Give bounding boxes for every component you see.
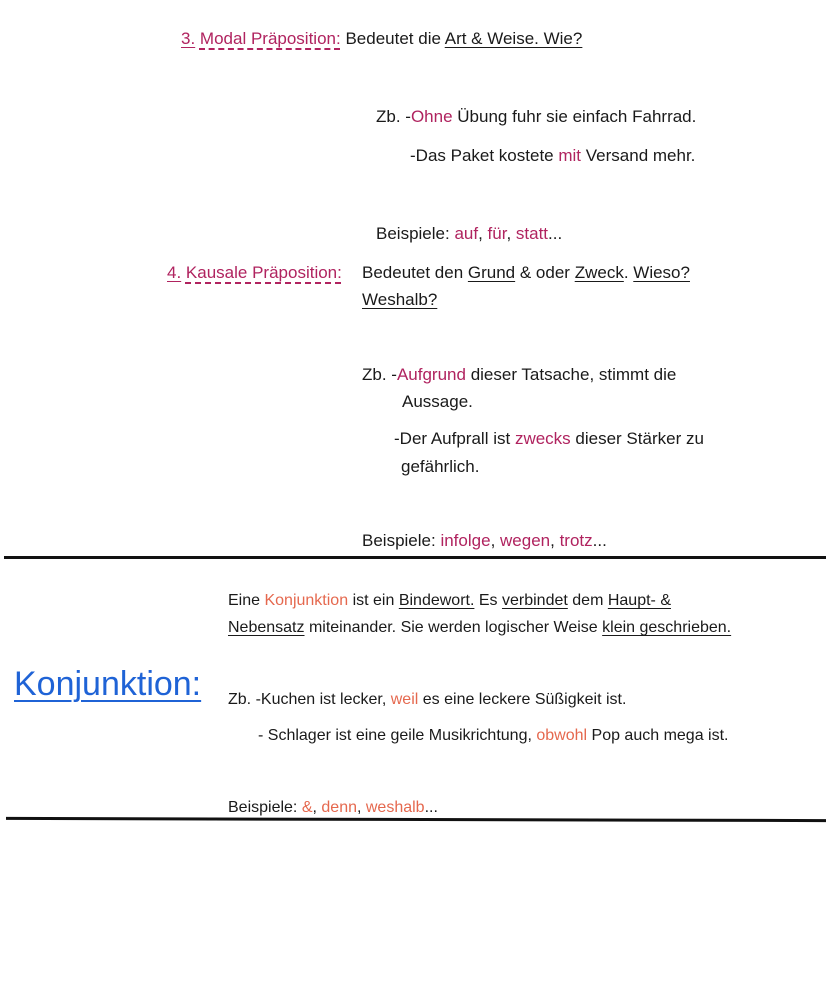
konj-ex1-keyword: weil: [390, 691, 419, 708]
kausal-example-1: [362, 364, 676, 386]
kausal-ex1-prefix: Zb. -: [362, 365, 397, 384]
kausal-ex1-keyword: Aufgrund: [396, 365, 466, 384]
konjunktion-example-2: [258, 725, 728, 747]
konj-def-d: dem: [572, 592, 604, 609]
modal-ex1-keyword: Ohne: [410, 107, 453, 126]
modal-beispiel-item: statt: [515, 224, 549, 243]
kausal-beispiele: Beispiele: infolge, wegen, trotz...: [362, 531, 607, 550]
kausal-zweck: Zweck: [574, 263, 624, 282]
kausal-und-oder: & oder: [519, 263, 570, 282]
kausal-definition-line-2: [362, 289, 437, 311]
konjunktion-definition-2: [228, 617, 731, 639]
konj-def-a: Eine: [228, 592, 261, 609]
modal-beispiel-item: für: [487, 224, 507, 243]
kausal-wieso: Wieso?: [633, 263, 690, 282]
konjunktion-beispiele: Beispiele: &, denn, weshalb...: [228, 799, 438, 816]
kausal-example-2: [394, 428, 704, 450]
konj-verbindet: verbindet: [501, 592, 568, 609]
modal-title: Modal Präposition:: [199, 29, 341, 48]
kausal-ex1-cont: Aussage.: [402, 392, 473, 411]
kausal-ex2-cont: gefährlich.: [401, 457, 480, 476]
kausal-example-1-cont: [402, 391, 473, 413]
kausal-definition-line: Bedeutet den Grund & oder Zweck. Wieso?: [362, 263, 690, 282]
konj-def-e: miteinander. Sie werden logischer Weise: [308, 619, 598, 636]
konj-beispiel-item: &: [301, 799, 313, 816]
kausal-number: 4.: [167, 263, 182, 282]
kausal-ex2-prefix: -Der Aufprall ist: [394, 429, 511, 448]
section-divider-bottom: [6, 817, 826, 822]
modal-number: 3.: [181, 29, 196, 48]
konj-beispiele-label: Beispiele:: [228, 799, 298, 816]
kausal-ex2-keyword: zwecks: [514, 429, 571, 448]
konj-ex2-prefix: - Schlager ist eine geile Musikrichtung,: [258, 727, 532, 744]
konj-haupt: Haupt- &: [607, 592, 671, 609]
modal-def-intro: Bedeutet die: [345, 29, 441, 48]
kausal-beispiel-item: wegen: [500, 531, 551, 550]
kausal-weshalb: Weshalb?: [362, 290, 438, 309]
konjunktion-heading: Konjunktion:: [14, 665, 202, 703]
kausal-beispiele-label: Beispiele:: [362, 531, 436, 550]
konj-beispiel-item: weshalb: [365, 799, 425, 816]
modal-example-2: [410, 145, 695, 167]
konjunktion-definition-1: [228, 590, 671, 612]
kausal-beispiele-ellipsis: ...: [592, 531, 607, 550]
konj-klein: klein geschrieben.: [602, 619, 732, 636]
konj-ex2-rest: Pop auch mega ist.: [591, 727, 729, 744]
modal-ex2-keyword: mit: [558, 146, 582, 165]
konj-beispiele-ellipsis: ...: [424, 799, 438, 816]
konj-def-c: Es: [478, 592, 498, 609]
konj-ex1-prefix: Zb. -Kuchen ist lecker,: [228, 691, 387, 708]
konj-nebensatz: Nebensatz: [228, 619, 305, 636]
kausal-title-line: [167, 262, 342, 284]
kausal-def-intro: Bedeutet den: [362, 263, 464, 282]
konj-beispiel-item: denn: [321, 799, 357, 816]
modal-beispiel-item: auf: [454, 224, 479, 243]
modal-beispiele-label: Beispiele:: [376, 224, 450, 243]
kausal-ex2-rest: dieser Stärker zu: [575, 429, 704, 448]
modal-example-1: [376, 106, 696, 128]
modal-ex1-prefix: Zb. -: [376, 107, 411, 126]
modal-definition-line: [181, 28, 582, 50]
konj-ex2-keyword: obwohl: [536, 727, 588, 744]
kausal-beispiel-item: infolge: [440, 531, 491, 550]
modal-ex1-rest: Übung fuhr sie einfach Fahrrad.: [457, 107, 697, 126]
konj-def-b: ist ein: [352, 592, 395, 609]
modal-def-term: Art & Weise. Wie?: [444, 29, 583, 48]
kausal-ex1-rest: dieser Tatsache, stimmt die: [470, 365, 677, 384]
modal-ex2-rest: Versand mehr.: [585, 146, 696, 165]
konjunktion-example-1: [228, 689, 626, 711]
konj-ex1-rest: es eine leckere Süßigkeit ist.: [422, 691, 627, 708]
konj-bindewort: Bindewort.: [398, 592, 475, 609]
konj-def-keyword: Konjunktion: [264, 592, 349, 609]
kausal-title: Kausale Präposition:: [185, 263, 342, 282]
modal-beispiele-ellipsis: ...: [548, 224, 563, 243]
section-divider-top: [4, 556, 826, 559]
modal-ex2-prefix: -Das Paket kostete: [410, 146, 554, 165]
kausal-example-2-cont: [401, 456, 479, 478]
modal-beispiele: Beispiele: auf, für, statt...: [376, 224, 563, 243]
kausal-beispiel-item: trotz: [559, 531, 593, 550]
kausal-grund: Grund: [467, 263, 516, 282]
